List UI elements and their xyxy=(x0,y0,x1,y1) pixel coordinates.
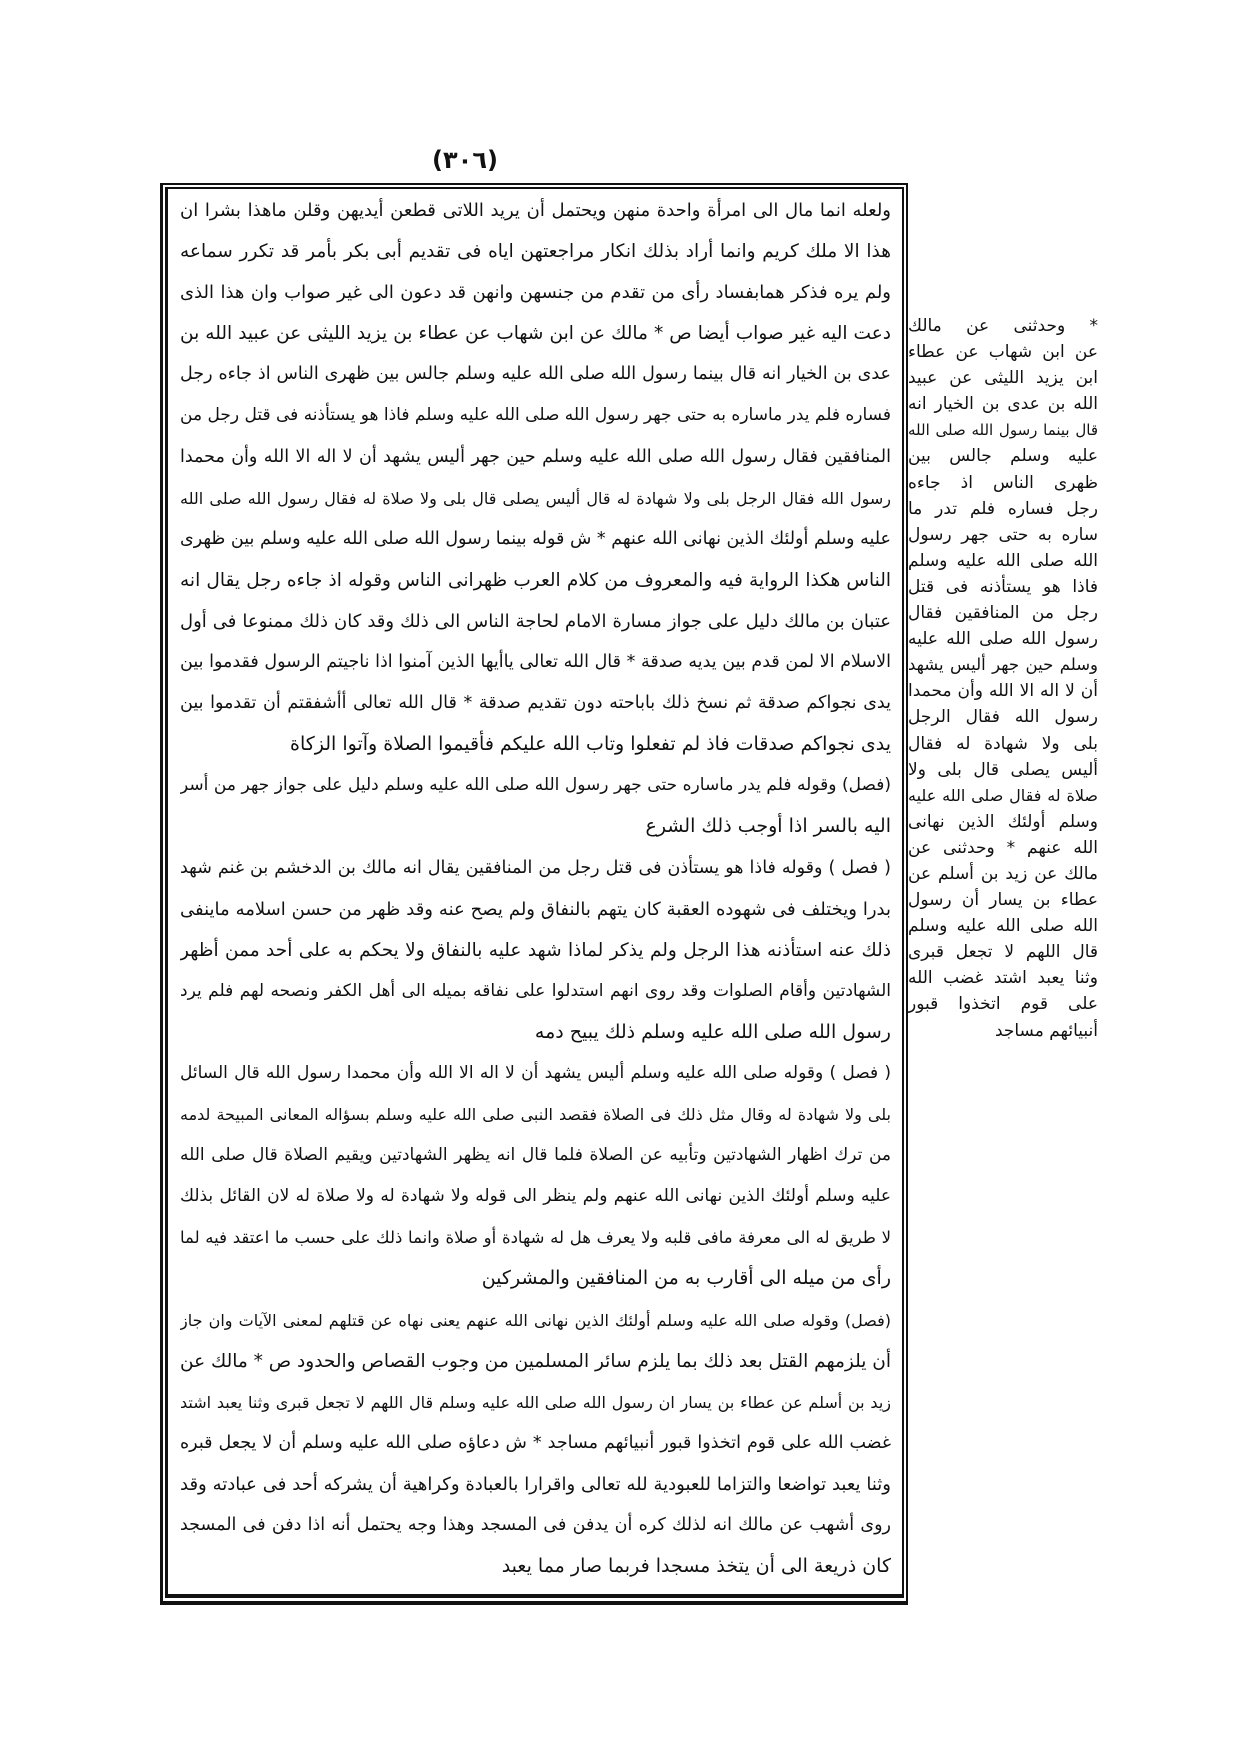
margin-notes xyxy=(908,313,1098,1044)
main-text-line: الاسلام الا لمن قدم بين يديه صدقة * قال الله تعالى ياأيها الذين آمنوا اذا ناجيتم الرسول فقدموا بين xyxy=(180,652,891,673)
main-text-line: وثنا يعبد تواضعا والتزاما للعبودية لله تعالى واقرارا بالعبادة وكراهية أن يشركه أحد فى عبادته وقد xyxy=(180,1473,891,1495)
margin-text-line: قال بينما رسول الله صلى الله xyxy=(908,421,1098,440)
main-text-line: رأى من ميله الى أقارب به من المنافقين والمشركين xyxy=(481,1267,891,1290)
margin-text-line: وسلم حين جهر أليس يشهد xyxy=(908,655,1098,675)
main-text-line: ذلك عنه استأذنه هذا الرجل ولم يذكر لماذا شهد عليه بالنفاق ولا يحكم به على أحد ممن أظهر xyxy=(180,939,891,961)
main-text-line: بلى ولا شهادة له وقال مثل ذلك فى الصلاة فقصد النبى صلى الله عليه وسلم بسؤاله المعانى المبيحة لدمه xyxy=(180,1105,891,1125)
margin-text-line: صلاة له فقال صلى الله عليه xyxy=(908,785,1098,805)
margin-text-line: أن لا اله الا الله وأن محمدا xyxy=(908,681,1098,702)
margin-text-line: بلى ولا شهادة له فقال xyxy=(908,733,1098,754)
main-text-line: المنافقين فقال رسول الله صلى الله عليه وسلم حين جهر أليس يشهد أن لا اله الا الله وأن محمدا xyxy=(180,446,891,467)
margin-text-line: أليس يصلى قال بلى ولا xyxy=(908,759,1098,780)
margin-text-line: أنبيائهم مساجد xyxy=(994,1020,1098,1041)
margin-text-line: على قوم اتخذوا قبور xyxy=(908,994,1098,1015)
section-heading-line: ( فصل ) وقوله صلى الله عليه وسلم أليس يشهد أن لا اله الا الله وأن محمدا رسول الله قال السائل xyxy=(180,1062,891,1083)
main-text-line: زيد بن أسلم عن عطاء بن يسار ان رسول الله صلى الله عليه وسلم قال اللهم لا تجعل قبرى وثنا يعبد اشتد xyxy=(180,1392,891,1412)
section-heading-line: (فصل) وقوله صلى الله عليه وسلم أولئك الذين نهانى الله عنهم يعنى نهاه عن قتلهم لمعنى الآيات وان جاز xyxy=(180,1310,891,1330)
main-text-line: الشهادتين وأقام الصلوات وقد روى انهم استدلوا على نفاقه بميله الى أهل الكفر ونصحه لهم فلم يرد xyxy=(180,980,891,1001)
margin-text-line: وثنا يعبد اشتد غضب الله xyxy=(908,968,1098,989)
main-text-line: اليه بالسر اذا أوجب ذلك الشرع xyxy=(645,815,891,838)
main-text-line: عدى بن الخيار انه قال بينما رسول الله صلى الله عليه وسلم جالس بين ظهرى الناس اذ جاءه رجل xyxy=(180,364,891,385)
page-number: (٣٠٦) xyxy=(432,146,498,174)
main-text-line: ولعله انما مال الى امرأة واحدة منهن ويحتمل أن يريد اللاتى قطعن أيديهن وقلن ماهذا بشرا ان xyxy=(180,200,891,221)
margin-text-line: ابن يزيد الليثى عن عبيد xyxy=(908,368,1098,389)
main-text-line: عليه وسلم أولئك الذين نهانى الله عنهم ولم ينظر الى قوله ولا شهادة له ولا صلاة له لان القائل بذلك xyxy=(180,1186,891,1207)
margin-text-line: * وحدثنى عن مالك xyxy=(908,316,1098,336)
main-text-line: غضب الله على قوم اتخذوا قبور أنبيائهم مساجد * ش دعاؤه صلى الله عليه وسلم أن لا يجعل قبره xyxy=(180,1432,891,1453)
margin-text-line: رسول الله صلى الله عليه xyxy=(908,629,1098,650)
main-text-line: بدرا ويختلف فى شهوده العقبة كان يتهم بالنفاق ولم يصح عنه وقد ظهر من حسن اسلامه ماينفى xyxy=(180,898,891,920)
main-text-line: هذا الا ملك كريم وانما أراد بذلك انكار مراجعتهن اياه فى تقديم أبى بكر بأمر قد تكرر سماعه xyxy=(180,241,891,263)
margin-text-line: ساره به حتى جهر رسول xyxy=(908,524,1098,545)
margin-text-line: مالك عن زيد بن أسلم عن xyxy=(908,863,1098,884)
main-text-line: ولم يره فذكر همابفساد رأى من تقدم من جنسهن وانهن قد دعون الى غير صواب وان هذا الذى xyxy=(180,282,891,304)
main-text-line: عتبان بن مالك دليل على جواز مسارة الامام لحاجة الناس الى ذلك وقد كان ذلك ممنوعا فى أول xyxy=(180,610,891,632)
main-text-line: لا طريق له الى معرفة مافى قلبه ولا يعرف هل له شهادة أو صلاة وانما ذلك على حسب ما اعتقد فيه لما xyxy=(180,1228,891,1248)
section-heading-line: (فصل) وقوله فلم يدر ماساره حتى جهر رسول الله صلى الله عليه وسلم دليل على جواز جهر من أسر xyxy=(180,775,891,796)
main-text-line: رسول الله فقال الرجل بلى ولا شهادة له قال أليس يصلى قال بلى ولا صلاة له فقال رسول الله صلى الله xyxy=(180,488,891,508)
main-text-line: دعت اليه غير صواب أيضا ص * مالك عن ابن شهاب عن عطاء بن يزيد الليثى عن عبيد الله بن xyxy=(180,323,891,345)
margin-text-line: الله عنهم * وحدثنى عن xyxy=(908,837,1098,858)
main-text-frame xyxy=(160,183,908,1605)
main-text-line: روى أشهب عن مالك انه لذلك كره أن يدفن فى المسجد وهذا وجه يحتمل أنه اذا دفن فى المسجد xyxy=(180,1515,891,1535)
margin-text-line: الله بن عدى بن الخيار انه xyxy=(908,394,1098,415)
margin-text-line: قال اللهم لا تجعل قبرى xyxy=(908,942,1098,963)
margin-text-line: رجل فساره فلم تدر ما xyxy=(908,498,1098,519)
margin-text-line: رسول الله فقال الرجل xyxy=(908,707,1098,728)
margin-text-line: وسلم أولئك الذين نهانى xyxy=(908,811,1098,832)
main-text-line: رسول الله صلى الله عليه وسلم ذلك يبيح دمه xyxy=(534,1020,891,1043)
main-text-line: عليه وسلم أولئك الذين نهانى الله عنهم * ش قوله بينما رسول الله صلى الله عليه وسلم بين ظهرى xyxy=(180,528,891,549)
main-text-line: فساره فلم يدر ماساره به حتى جهر رسول الله صلى الله عليه وسلم فاذا هو يستأذنه فى قتل رجل من xyxy=(180,405,891,426)
main-text-line: يدى نجواكم صدقات فاذ لم تفعلوا وتاب الله عليكم فأقيموا الصلاة وآتوا الزكاة xyxy=(290,733,891,756)
main-text-line: يدى نجواكم صدقة ثم نسخ ذلك باباحته دون تقديم صدقة * قال الله تعالى أأشفقتم أن تقدموا بين xyxy=(180,693,891,714)
margin-text-line: رجل من المنافقين فقال xyxy=(908,603,1098,624)
margin-text-line: ظهرى الناس اذ جاءه xyxy=(908,472,1098,493)
main-text-line: كان ذريعة الى أن يتخذ مسجدا فربما صار مما يعبد xyxy=(501,1555,891,1578)
main-text-line: من ترك اظهار الشهادتين وتأبيه عن الصلاة فلما قال انه يظهر الشهادتين ويقيم الصلاة قال صلى الله xyxy=(180,1145,891,1166)
main-text-line: أن يلزمهم القتل بعد ذلك بما يلزم سائر المسلمين من وجوب القصاص والحدود ص * مالك عن xyxy=(180,1350,891,1372)
margin-text-line: عليه وسلم جالس بين xyxy=(908,446,1098,467)
margin-text-line: الله صلى الله عليه وسلم xyxy=(908,916,1098,937)
margin-text-line: فاذا هو يستأذنه فى قتل xyxy=(908,576,1098,597)
margin-text-line: الله صلى الله عليه وسلم xyxy=(908,550,1098,571)
margin-text-line: عطاء بن يسار أن رسول xyxy=(908,890,1098,911)
margin-text-line: عن ابن شهاب عن عطاء xyxy=(908,342,1098,363)
section-heading-line: ( فصل ) وقوله فاذا هو يستأذن فى قتل رجل من المنافقين يقال انه مالك بن الدخشم بن غنم شهد xyxy=(180,857,891,878)
main-text-line: الناس هكذا الرواية فيه والمعروف من كلام العرب ظهرانى الناس وقوله اذ جاءه رجل يقال انه xyxy=(180,569,891,591)
